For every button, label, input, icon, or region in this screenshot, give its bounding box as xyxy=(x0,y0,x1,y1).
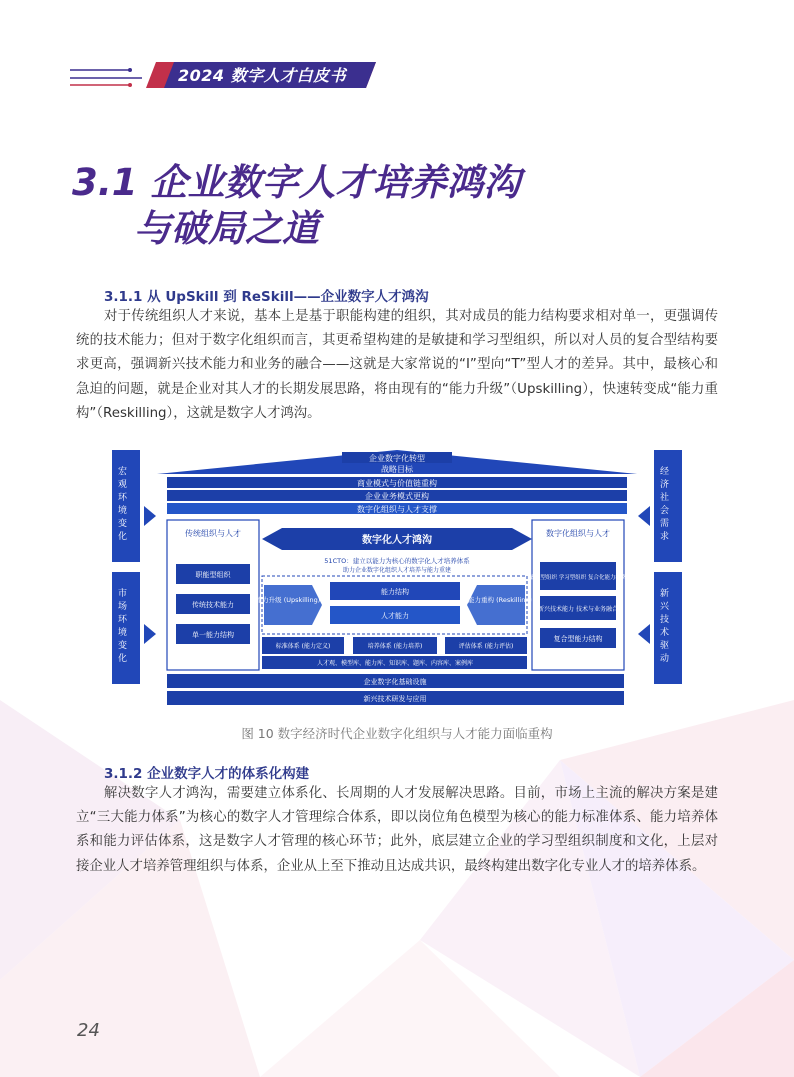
side-label-right-bottom: 新兴技术驱动 xyxy=(660,589,670,664)
core-top-label: 能力结构 xyxy=(381,588,409,596)
system-1: 培养体系 (能力培养) xyxy=(367,643,423,650)
left-panel-item-2: 单一能力结构 xyxy=(192,631,234,639)
section-paragraph-2: 解决数字人才鸿沟，需要建立体系化、长周期的人才发展解决思路。目前，市场上主流的解决方案是建立“三大能力体系”为核心的数字人才管理综合体系，即以岗位角色模型为核心的能力标准体系、能力培养体系和能力评估体系，这是数字人才管理的核心环节；此外，底层建立企业的学习型组织制度和文化，上层对接企业人才培养管理组织与体系，企业从上至下推动且达成共识，最终构建出数字化专业人才的培养体系。 xyxy=(76,786,718,874)
right-panel-item-0: 敏捷型组织 学习型组织 复合化能力结构 xyxy=(529,575,627,581)
roof-label-2: 商业模式与价值链重构 xyxy=(357,479,437,488)
roof-label-3: 企业业务模式更构 xyxy=(365,492,429,501)
core-bottom-label: 人才能力 xyxy=(381,612,409,620)
center-text-2: 助力企业数字化组织人才培养与能力重建 xyxy=(342,567,452,574)
roof-label-1: 战略目标 xyxy=(381,465,413,474)
base-2: 新兴技术研发与应用 xyxy=(363,695,427,703)
figure-diagram xyxy=(112,444,682,716)
side-label-right-top: 经济社会需求 xyxy=(660,467,670,542)
center-text-1: 51CTO：建立以能力为核心的数字化人才培养体系 xyxy=(324,557,470,565)
roof-label-4: 数字化组织与人才支撑 xyxy=(357,505,437,514)
reskill-label: 能力重构 (Reskilling) xyxy=(468,596,532,604)
chapter-title-line1: 3.1 企业数字人才培养鸿沟 xyxy=(72,161,521,204)
upskill-label: 能力升级 (Upskilling) xyxy=(255,596,321,604)
figure-caption: 图 10 数字经济时代企业数字化组织与人才能力面临重构 xyxy=(241,726,553,741)
system-2: 评估体系 (能力评估) xyxy=(458,643,514,650)
center-banner-label: 数字化人才鸿沟 xyxy=(362,535,432,546)
side-label-left-bottom: 市场环境变化 xyxy=(118,589,128,664)
right-panel-item-2: 复合型能力结构 xyxy=(553,635,603,643)
chapter-title xyxy=(72,160,520,252)
left-panel-item-1: 传统技术能力 xyxy=(192,601,234,609)
right-panel-item-1: 新兴技术能力 技术与业务融合 xyxy=(538,606,618,613)
right-panel-title: 数字化组织与人才 xyxy=(546,529,610,538)
system-0: 标准体系 (能力定义) xyxy=(275,643,331,650)
header-title: 2024 数字人才白皮书 xyxy=(178,66,347,85)
roles-line: 人才观、模型库、能力库、知识库、题库、内容库、案例库 xyxy=(316,660,474,667)
section-heading-1: 3.1.1 从 UpSkill 到 ReSkill——企业数字人才鸿沟 xyxy=(104,289,429,305)
section-heading-2: 3.1.2 企业数字人才的体系化构建 xyxy=(104,766,310,782)
left-panel-title: 传统组织与人才 xyxy=(185,529,241,538)
left-panel-item-0: 职能型组织 xyxy=(195,571,231,579)
section-paragraph-1: 对于传统组织人才来说，基本上是基于职能构建的组织，其对成员的能力结构要求相对单一，更强调传统的技术能力；但对于数字化组织而言，其更希望构建的是敏捷和学习型组织，所以对人员的复合型结构要求更高，强调新兴技术能力和业务的融合——这就是大家常说的“I”型向“T”型人才的差异。其中，最核心和急迫的问题，就是企业对其人才的长期发展思路，将由现有的“能力升级”（Upskilling），快速转变成“能力重构”（Reskilling），这就是数字人才鸿沟。 xyxy=(76,309,718,421)
chapter-title-line2: 与破局之道 xyxy=(134,207,319,250)
roof-label-0: 企业数字化转型 xyxy=(369,454,425,463)
page-number: 24 xyxy=(77,1020,100,1041)
side-label-left-top: 宏观环境变化 xyxy=(118,467,128,542)
base-1: 企业数字化基础设施 xyxy=(363,678,427,686)
